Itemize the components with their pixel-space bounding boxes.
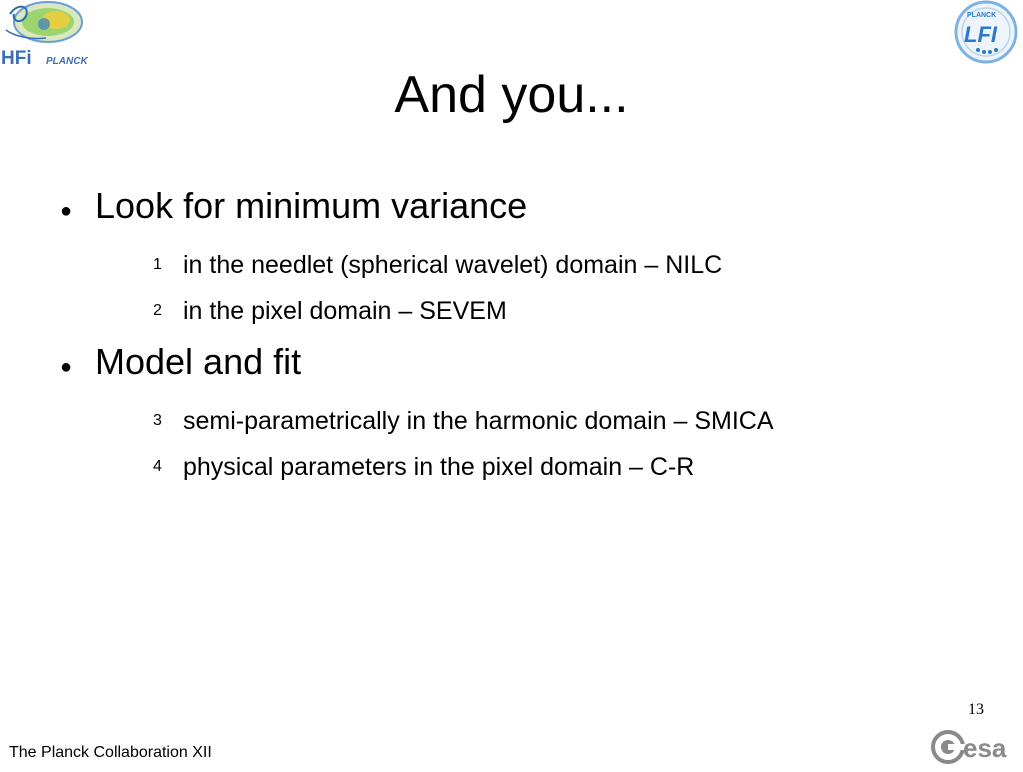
bullet-text: Model and fit — [95, 341, 302, 382]
lfi-logo-small-text: PLANCK — [967, 12, 997, 19]
slide-title: And you... — [394, 66, 629, 124]
sub-item-text: physical parameters in the pixel domain – C-R — [183, 453, 695, 481]
footer-text: The Planck Collaboration XII — [9, 744, 212, 761]
sub-item-text: in the pixel domain – SEVEM — [183, 297, 507, 325]
hfi-logo-text: HFi — [1, 48, 32, 69]
esa-logo-icon — [930, 727, 1023, 767]
sub-item-text: in the needlet (spherical wavelet) domain – NILC — [183, 251, 723, 279]
lfi-logo-text: LFI — [964, 22, 997, 47]
hfi-logo-subtext: PLANCK — [46, 56, 88, 67]
sub-item-text: semi-parametrically in the harmonic domain – SMICA — [183, 407, 774, 435]
sub-item-number: 1 — [153, 256, 162, 273]
bullet-marker: ● — [60, 200, 73, 222]
sub-item-number: 2 — [153, 302, 162, 319]
bullet-text: Look for minimum variance — [95, 185, 528, 226]
page-number: 13 — [968, 701, 984, 718]
bullet-marker: ● — [60, 356, 73, 378]
esa-logo-text: esa — [963, 733, 1007, 763]
lfi-planck-logo-icon — [946, 0, 1022, 66]
sub-item-number: 4 — [153, 458, 162, 475]
sub-item-number: 3 — [153, 412, 162, 429]
